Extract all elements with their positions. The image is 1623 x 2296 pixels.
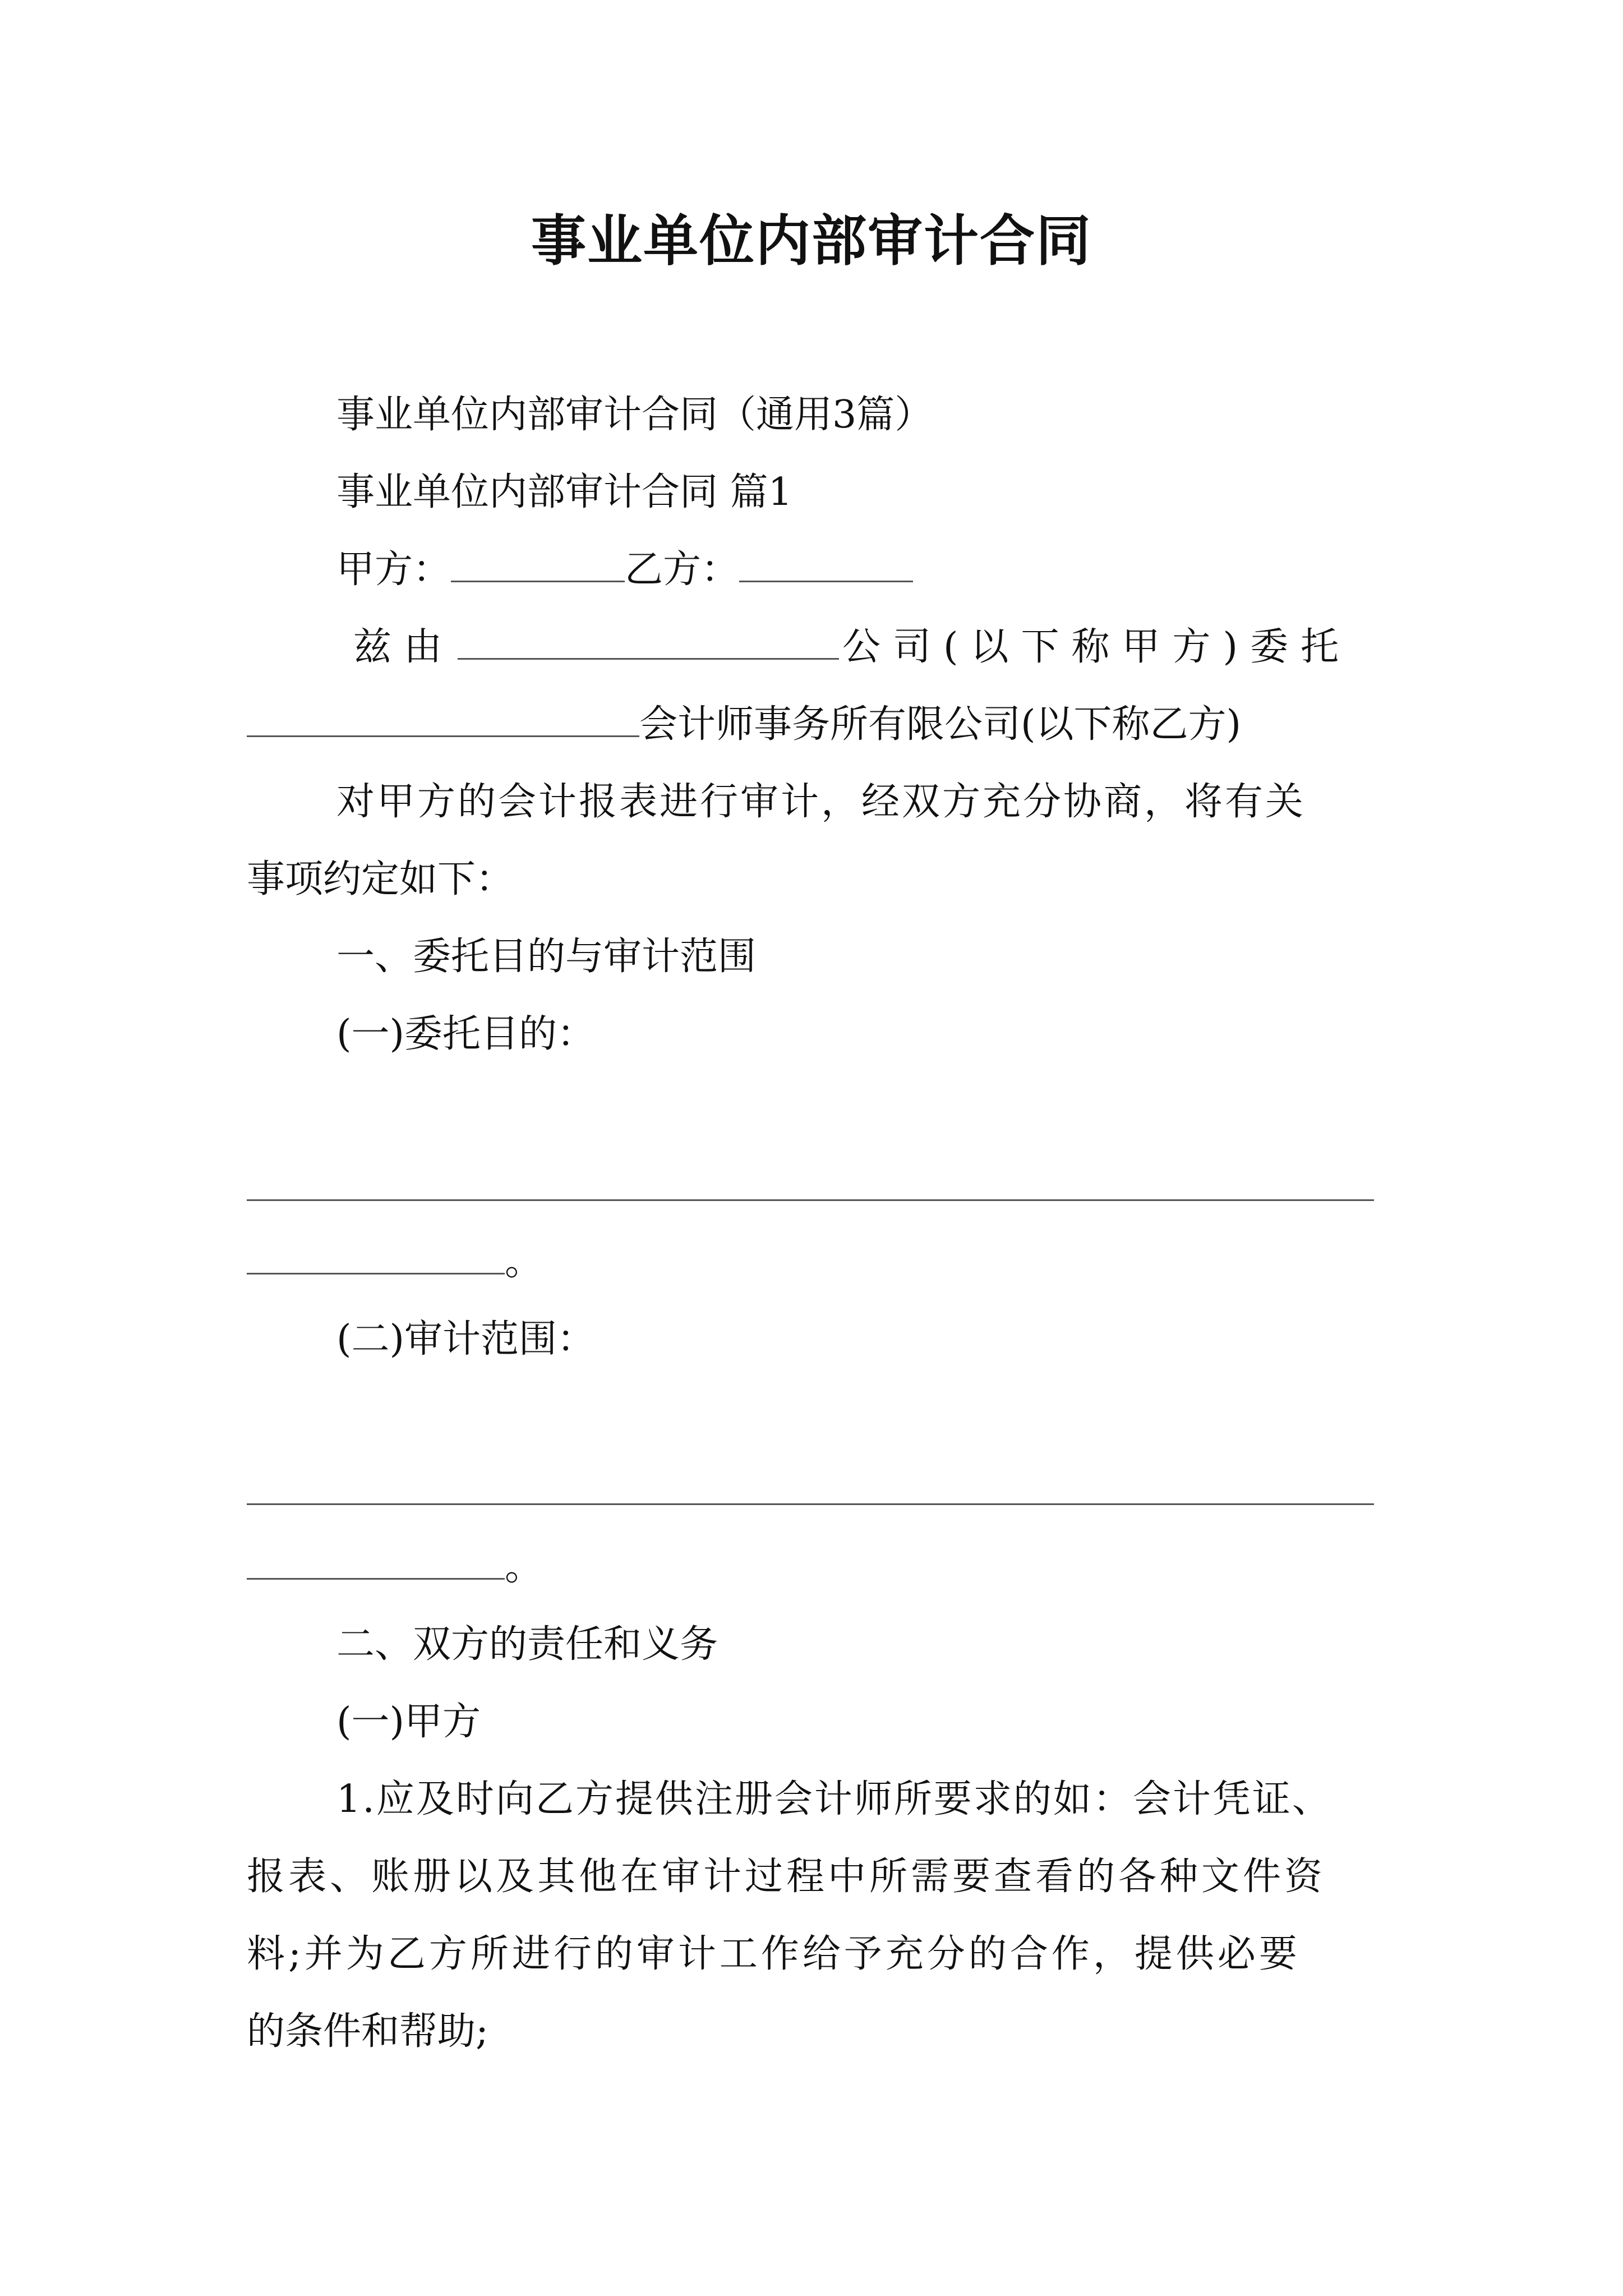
entrust-company: 公司(以下称甲方)委托 (842, 625, 1352, 669)
item1-line-2: 报表、账册以及其他在审计过程中所需要查看的各种文件资 (247, 1855, 1326, 1899)
party-a-blank (451, 546, 625, 582)
section1-heading: 一、委托目的与审计范围 (336, 935, 757, 979)
document-title: 事业单位内部审计合同 (531, 209, 1092, 273)
section1-sub1: (一)委托目的： (336, 1012, 596, 1056)
section2-heading: 二、双方的责任和义务 (336, 1622, 718, 1667)
purpose-end-line (247, 1234, 543, 1290)
intro-line-1: 对甲方的会计报表进行审计，经双方充分协商，将有关 (336, 780, 1306, 824)
purpose-fill-line (247, 1199, 1374, 1201)
section1-sub2: (二)审计范围： (336, 1317, 596, 1361)
section2-sub1: (一)甲方 (336, 1700, 481, 1744)
party-b-label: 乙方： (625, 547, 740, 592)
item1-line-4: 的条件和帮助; (247, 2009, 488, 2054)
document-subtitle: 事业单位内部审计合同（通用3篇） (336, 393, 933, 437)
purpose-end-blank (247, 1238, 505, 1274)
item1-line-1: 1.应及时向乙方提供注册会计师所要求的如：会计凭证、 (336, 1777, 1332, 1821)
party-b-blank (739, 546, 913, 582)
intro-line-2: 事项约定如下： (247, 857, 514, 901)
entrust-firm: 会计师事务所有限公司(以下称乙方) (639, 702, 1242, 747)
entrust-line (353, 619, 1351, 675)
entrust-firm-line (247, 697, 1241, 753)
scope-end-blank (247, 1543, 505, 1580)
scope-end-line (247, 1539, 543, 1595)
period-mark: 。 (505, 1240, 543, 1284)
part-heading: 事业单位内部审计合同 篇1 (336, 470, 792, 514)
item1-line-3: 料;并为乙方所进行的审计工作给予充分的合作，提供必要 (247, 1932, 1301, 1976)
entrust-prefix: 兹由 (353, 625, 455, 669)
scope-fill-line (247, 1503, 1374, 1505)
entrust-firm-blank (247, 701, 639, 737)
entrust-company-blank (458, 623, 839, 660)
party-line (336, 542, 913, 598)
period-mark: 。 (505, 1545, 543, 1589)
party-a-label: 甲方： (336, 547, 451, 592)
